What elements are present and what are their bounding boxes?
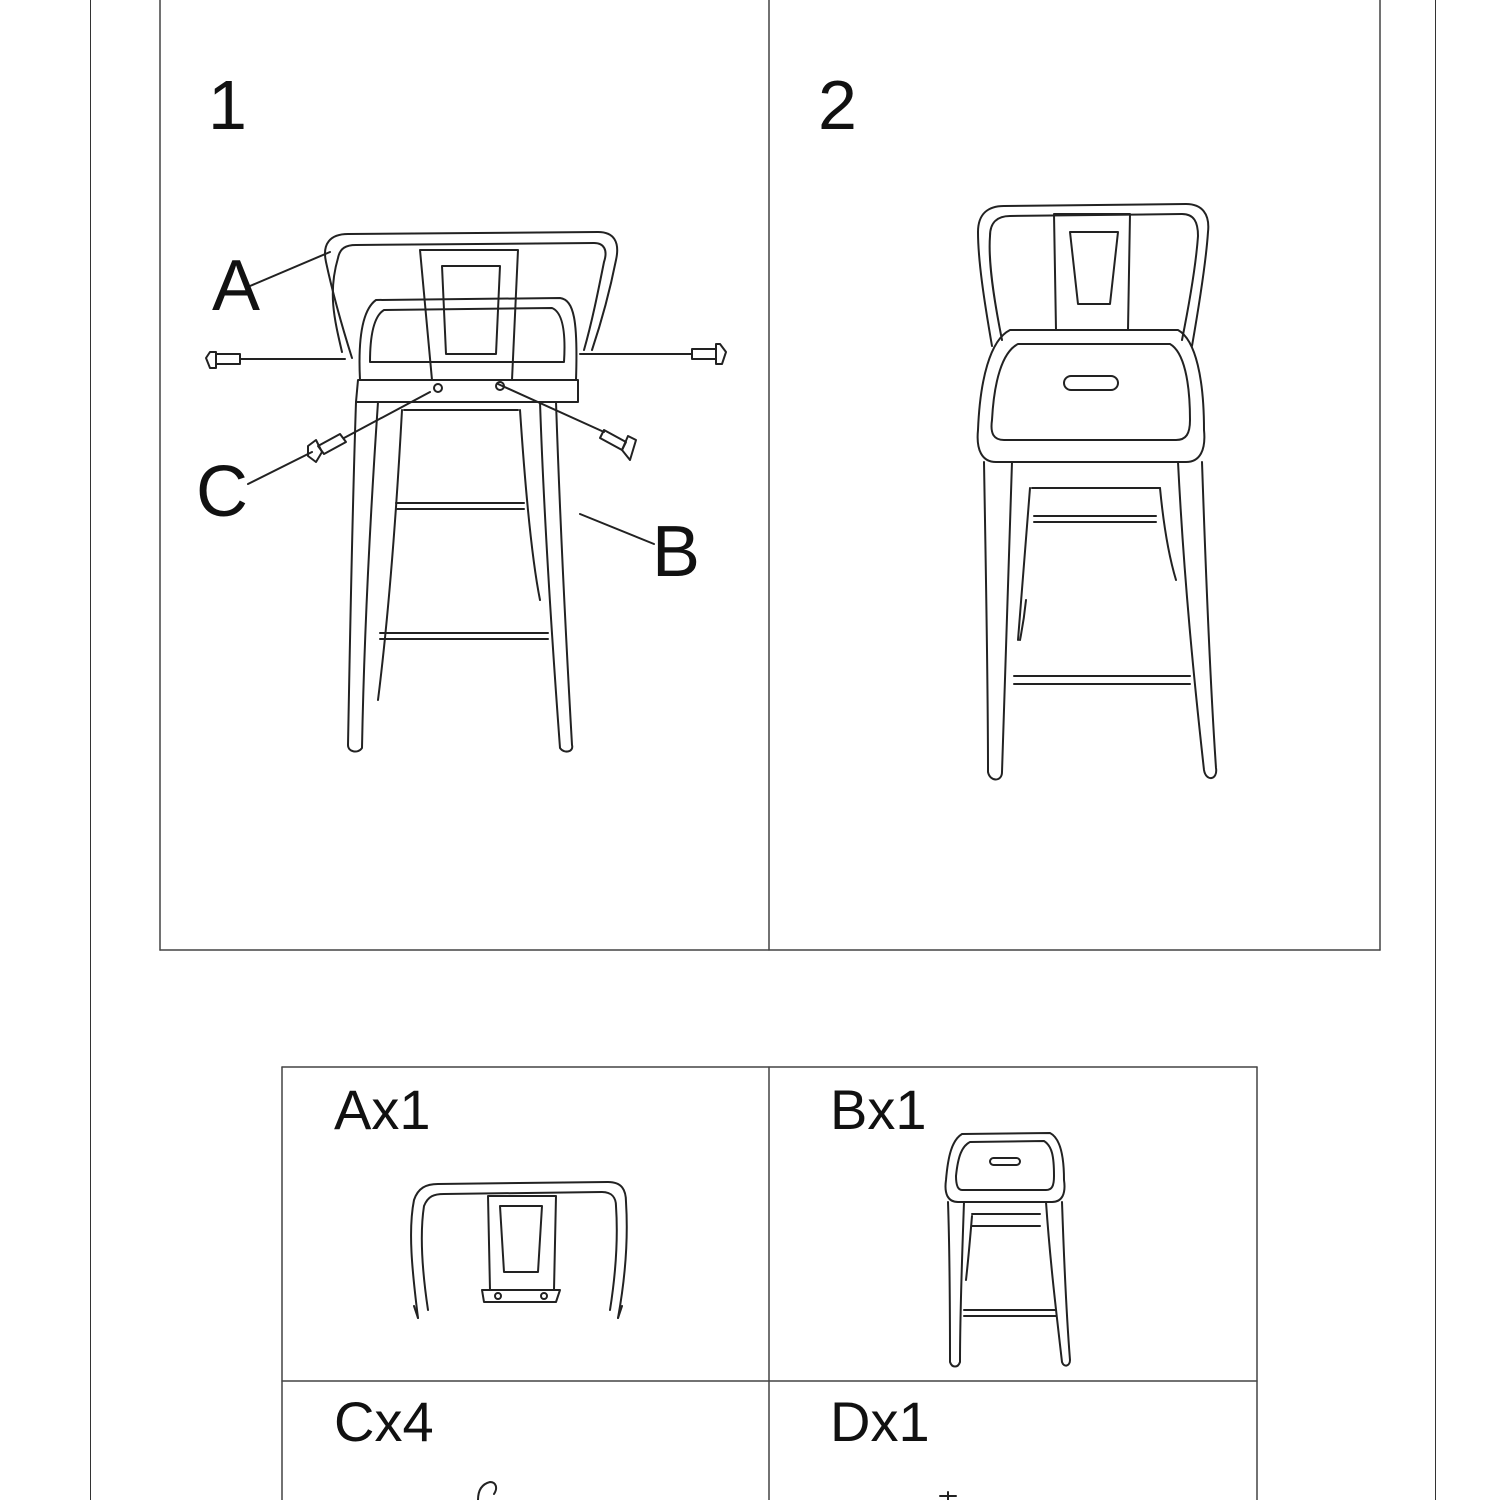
- leader-line-a: [250, 252, 330, 286]
- step2-stool-drawing: [978, 204, 1217, 780]
- part-b-stool-base-drawing: [946, 1133, 1071, 1367]
- callout-b: B: [652, 512, 701, 592]
- part-a-label: Ax1: [334, 1078, 431, 1141]
- leader-line-c: [248, 452, 312, 484]
- steps-frame: [160, 0, 1380, 950]
- part-c-label: Cx4: [334, 1390, 434, 1453]
- part-c-screw-drawing: [478, 1482, 496, 1500]
- step-2-number: 2: [818, 66, 857, 144]
- callout-a: A: [212, 246, 261, 326]
- part-d-tool-drawing: [940, 1492, 956, 1500]
- step1-stool-drawing: [206, 232, 726, 752]
- step-1-number: 1: [208, 66, 247, 144]
- part-d-label: Dx1: [830, 1390, 930, 1453]
- callout-c: C: [196, 452, 248, 532]
- part-b-label: Bx1: [830, 1078, 927, 1141]
- leader-line-b: [580, 514, 654, 544]
- part-a-backrest-drawing: [411, 1182, 627, 1318]
